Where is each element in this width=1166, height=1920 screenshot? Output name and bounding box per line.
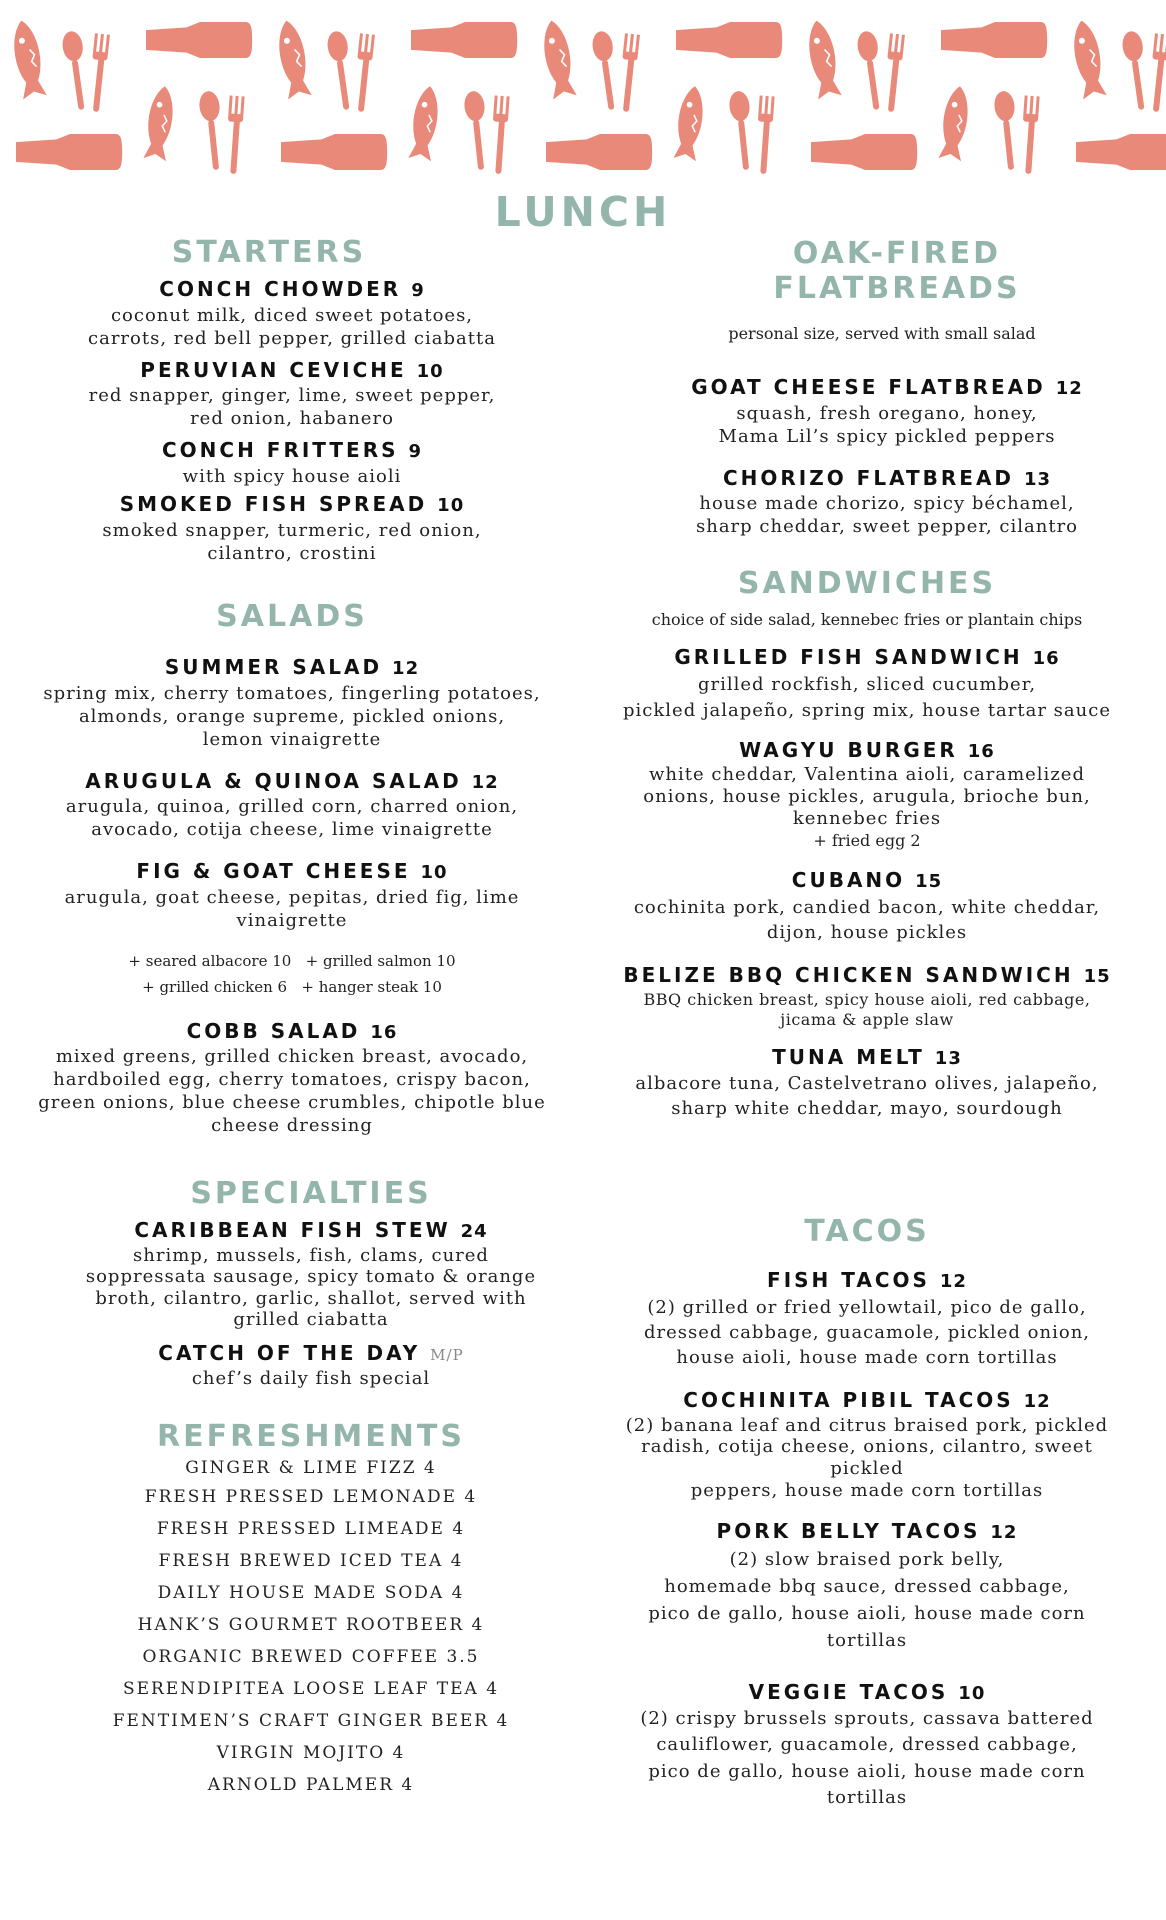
bottle-icon bbox=[546, 134, 652, 170]
addon-item: + hanger steak 10 bbox=[301, 978, 442, 997]
fork-icon bbox=[352, 33, 375, 112]
refreshment-item: FENTIMEN’S CRAFT GINGER BEER 4 bbox=[112, 1711, 510, 1731]
flatbread-item bbox=[646, 375, 1128, 448]
flatbread-item bbox=[646, 466, 1128, 539]
taco-item bbox=[606, 1268, 1128, 1370]
item-price: 12 bbox=[1055, 378, 1083, 400]
refreshments-list bbox=[60, 1455, 562, 1801]
taco-item bbox=[606, 1388, 1128, 1501]
starter-item bbox=[22, 358, 562, 431]
fish-icon bbox=[539, 18, 577, 99]
fish-icon bbox=[274, 18, 312, 99]
item-name: CATCH OF THE DAY bbox=[158, 1340, 421, 1365]
section-title-refreshments: REFRESHMENTS bbox=[157, 1419, 465, 1454]
item-price: 24 bbox=[460, 1221, 488, 1242]
item-name: SMOKED FISH SPREAD bbox=[119, 491, 428, 516]
refreshment-item: DAILY HOUSE MADE SODA 4 bbox=[157, 1583, 465, 1603]
item-description: grilled rockfish, sliced cucumber, pickled jalapeño, spring mix, house tartar sauce bbox=[623, 673, 1111, 721]
fork-icon bbox=[224, 95, 244, 174]
item-price: 13 bbox=[1024, 468, 1052, 490]
item-description: (2) slow braised pork belly, homemade bbq sauce, dressed cabbage, pico de gallo, house aioli, house made corn tortillas bbox=[648, 1548, 1086, 1651]
item-price: 10 bbox=[416, 360, 444, 382]
specialties-section bbox=[22, 1177, 562, 1390]
starter-item bbox=[22, 438, 562, 488]
addon-item: + seared albacore 10 bbox=[128, 952, 292, 970]
item-name: FIG & GOAT CHEESE bbox=[136, 859, 411, 884]
sandwich-item bbox=[606, 738, 1128, 850]
tacos-section bbox=[606, 1215, 1128, 1811]
item-description: house made chorizo, spicy béchamel, sharp cheddar, sweet pepper, cilantro bbox=[695, 493, 1079, 538]
item-description: (2) banana leaf and citrus braised pork, pickled radish, cotija cheese, onions, cilantro, sweet pickled peppers, house made corn tortillas bbox=[625, 1414, 1109, 1501]
item-price: 10 bbox=[437, 494, 465, 516]
refreshment-item: FRESH BREWED ICED TEA 4 bbox=[158, 1551, 464, 1571]
item-description: squash, fresh oregano, honey, Mama Lil’s spicy pickled peppers bbox=[718, 402, 1056, 447]
item-name: SUMMER SALAD bbox=[164, 655, 383, 679]
item-name: CONCH CHOWDER bbox=[159, 277, 402, 301]
section-title-specialties: SPECIALTIES bbox=[190, 1176, 432, 1211]
page-title: LUNCH bbox=[494, 188, 672, 236]
item-name: COBB SALAD bbox=[186, 1018, 361, 1043]
sandwich-item bbox=[606, 963, 1128, 1031]
section-note-sandwiches: choice of side salad, kennebec fries or plantain chips bbox=[651, 610, 1083, 629]
fork-icon bbox=[1147, 33, 1166, 112]
item-description: shrimp, mussels, fish, clams, cured soppressata sausage, spicy tomato & orange broth, cilantro, garlic, shallot, served with grilled ciabatta bbox=[85, 1244, 537, 1331]
fork-icon bbox=[1019, 95, 1039, 174]
fish-icon bbox=[673, 85, 706, 162]
refreshment-item: ORGANIC BREWED COFFEE 3.5 bbox=[142, 1647, 480, 1667]
item-price: 16 bbox=[1032, 648, 1060, 669]
item-description: cochinita pork, candied bacon, white cheddar, dijon, house pickles bbox=[633, 896, 1101, 943]
salad-item bbox=[22, 769, 562, 842]
item-description: BBQ chicken breast, spicy house aioli, red cabbage, jicama & apple slaw bbox=[643, 989, 1091, 1030]
item-description: chef’s daily fish special bbox=[191, 1367, 431, 1389]
fish-icon bbox=[1069, 18, 1107, 99]
refreshment-item: FRESH PRESSED LEMONADE 4 bbox=[144, 1487, 478, 1507]
item-description: smoked snapper, turmeric, red onion, cilantro, crostini bbox=[102, 519, 482, 564]
salad-item bbox=[22, 655, 562, 751]
spoon-icon bbox=[591, 30, 622, 111]
specialty-item bbox=[22, 1218, 562, 1331]
fork-icon bbox=[754, 95, 774, 174]
item-price: 9 bbox=[411, 280, 425, 301]
bottle-icon bbox=[811, 134, 917, 170]
refreshment-item: VIRGIN MOJITO 4 bbox=[216, 1743, 406, 1763]
item-description: arugula, quinoa, grilled corn, charred onion, avocado, cotija cheese, lime vinaigrette bbox=[65, 796, 519, 841]
bottle-icon bbox=[16, 134, 122, 170]
salad-item bbox=[22, 1019, 562, 1138]
fork-icon bbox=[882, 33, 905, 112]
item-price: 16 bbox=[967, 740, 995, 762]
bottle-icon bbox=[676, 22, 782, 58]
item-description: (2) crispy brussels sprouts, cassava battered cauliflower, guacamole, dressed cabbage, pico de gallo, house aioli, house made corn tortillas bbox=[640, 1708, 1094, 1808]
fish-icon bbox=[408, 85, 441, 162]
fork-icon bbox=[489, 95, 509, 174]
sandwich-item bbox=[606, 645, 1128, 724]
item-price: 12 bbox=[1023, 1391, 1051, 1413]
refreshment-item: FRESH PRESSED LIMEADE 4 bbox=[156, 1519, 466, 1539]
flatbreads-section bbox=[606, 236, 1128, 539]
item-addon: + fried egg 2 bbox=[813, 831, 921, 851]
spoon-icon bbox=[728, 90, 756, 171]
item-description: coconut milk, diced sweet potatoes, carrots, red bell pepper, grilled ciabatta bbox=[88, 304, 496, 349]
specialty-item bbox=[22, 1341, 562, 1390]
refreshment-item: HANK’S GOURMET ROOTBEER 4 bbox=[137, 1615, 485, 1635]
fork-icon bbox=[87, 33, 110, 112]
starters-section bbox=[22, 236, 562, 565]
bottle-icon bbox=[1076, 134, 1166, 170]
spoon-icon bbox=[61, 30, 92, 111]
item-description: white cheddar, Valentina aioli, caramelized onions, house pickles, arugula, brioche bun, kennebec fries bbox=[643, 764, 1091, 829]
refreshments-section bbox=[22, 1420, 562, 1801]
item-price: 9 bbox=[408, 441, 422, 463]
item-name: FISH TACOS bbox=[767, 1268, 930, 1292]
taco-item bbox=[606, 1680, 1128, 1811]
taco-item bbox=[606, 1519, 1128, 1654]
section-title-tacos: TACOS bbox=[804, 1214, 930, 1249]
salad-addons bbox=[22, 948, 562, 1001]
item-name: VEGGIE TACOS bbox=[748, 1679, 949, 1704]
item-name: WAGYU BURGER bbox=[739, 737, 958, 762]
item-name: BELIZE BBQ CHICKEN SANDWICH bbox=[623, 963, 1074, 988]
spoon-icon bbox=[856, 30, 887, 111]
item-price: 15 bbox=[915, 871, 943, 893]
item-name: ARUGULA & QUINOA SALAD bbox=[85, 768, 462, 793]
item-name: CONCH FRITTERS bbox=[161, 438, 399, 463]
section-note-flatbreads: personal size, served with small salad bbox=[728, 324, 1036, 344]
salad-item bbox=[22, 859, 562, 932]
item-name: CUBANO bbox=[791, 868, 906, 893]
item-name: CHORIZO FLATBREAD bbox=[722, 465, 1015, 490]
item-name: PERUVIAN CEVICHE bbox=[140, 357, 407, 382]
fish-icon bbox=[804, 18, 842, 99]
spoon-icon bbox=[1121, 30, 1152, 111]
item-description: mixed greens, grilled chicken breast, avocado, hardboiled egg, cherry tomatoes, crispy bacon, green onions, blue cheese crumbles, chipotle blue cheese dressing bbox=[38, 1046, 546, 1137]
refreshment-item: SERENDIPITEA LOOSE LEAF TEA 4 bbox=[122, 1679, 500, 1699]
section-title-sandwiches: SANDWICHES bbox=[737, 566, 997, 601]
sandwiches-section bbox=[606, 567, 1128, 1122]
section-title-starters: STARTERS bbox=[171, 235, 367, 270]
spoon-icon bbox=[993, 90, 1021, 171]
item-price: 12 bbox=[471, 771, 499, 793]
item-price: 12 bbox=[392, 658, 420, 679]
item-name: GOAT CHEESE FLATBREAD bbox=[691, 375, 1046, 400]
item-price: 12 bbox=[990, 1522, 1018, 1544]
item-price: 10 bbox=[958, 1682, 986, 1704]
starter-item bbox=[22, 492, 562, 565]
section-title-flatbreads: OAK-FIRED FLATBREADS bbox=[773, 236, 1021, 307]
item-description: spring mix, cherry tomatoes, fingerling potatoes, almonds, orange supreme, pickled onions, lemon vinaigrette bbox=[43, 682, 541, 750]
spoon-icon bbox=[326, 30, 357, 111]
spoon-icon bbox=[198, 90, 226, 171]
item-description: red snapper, ginger, lime, sweet pepper, red onion, habanero bbox=[88, 385, 496, 430]
bottle-icon bbox=[146, 22, 252, 58]
sandwich-item bbox=[606, 868, 1128, 945]
item-price: 12 bbox=[939, 1271, 967, 1292]
section-title-salads: SALADS bbox=[216, 599, 368, 634]
starter-item bbox=[22, 277, 562, 350]
item-description: arugula, goat cheese, pepitas, dried fig, lime vinaigrette bbox=[64, 886, 520, 931]
bottle-icon bbox=[411, 22, 517, 58]
refreshment-item: GINGER & LIME FIZZ 4 bbox=[185, 1458, 437, 1478]
fish-icon bbox=[9, 18, 47, 99]
item-name: TUNA MELT bbox=[772, 1044, 925, 1069]
addon-item: + grilled chicken 6 bbox=[142, 978, 288, 997]
sandwich-item bbox=[606, 1045, 1128, 1122]
item-price: 10 bbox=[420, 862, 448, 884]
item-price: 16 bbox=[370, 1021, 398, 1043]
decorative-banner bbox=[0, 0, 1166, 180]
fork-icon bbox=[617, 33, 640, 112]
bottle-icon bbox=[281, 134, 387, 170]
item-description: albacore tuna, Castelvetrano olives, jalapeño, sharp white cheddar, mayo, sourdough bbox=[635, 1073, 1099, 1120]
item-name: PORK BELLY TACOS bbox=[716, 1519, 981, 1544]
spoon-icon bbox=[463, 90, 491, 171]
refreshment-item: ARNOLD PALMER 4 bbox=[207, 1775, 415, 1795]
salads-section bbox=[22, 600, 562, 1137]
item-name: COCHINITA PIBIL TACOS bbox=[683, 1388, 1014, 1413]
item-price: 13 bbox=[934, 1047, 962, 1069]
bottle-icon bbox=[941, 22, 1047, 58]
addon-item: + grilled salmon 10 bbox=[305, 952, 456, 970]
fish-icon bbox=[143, 85, 176, 162]
item-name: GRILLED FISH SANDWICH bbox=[674, 645, 1023, 669]
fish-icon bbox=[938, 85, 971, 162]
item-price: M/P bbox=[430, 1345, 464, 1364]
item-name: CARIBBEAN FISH STEW bbox=[134, 1218, 451, 1242]
item-description: with spicy house aioli bbox=[182, 465, 402, 487]
item-description: (2) grilled or fried yellowtail, pico de gallo, dressed cabbage, guacamole, pickled onion, house aioli, house made corn tortillas bbox=[643, 1296, 1091, 1368]
item-price: 15 bbox=[1083, 966, 1111, 988]
